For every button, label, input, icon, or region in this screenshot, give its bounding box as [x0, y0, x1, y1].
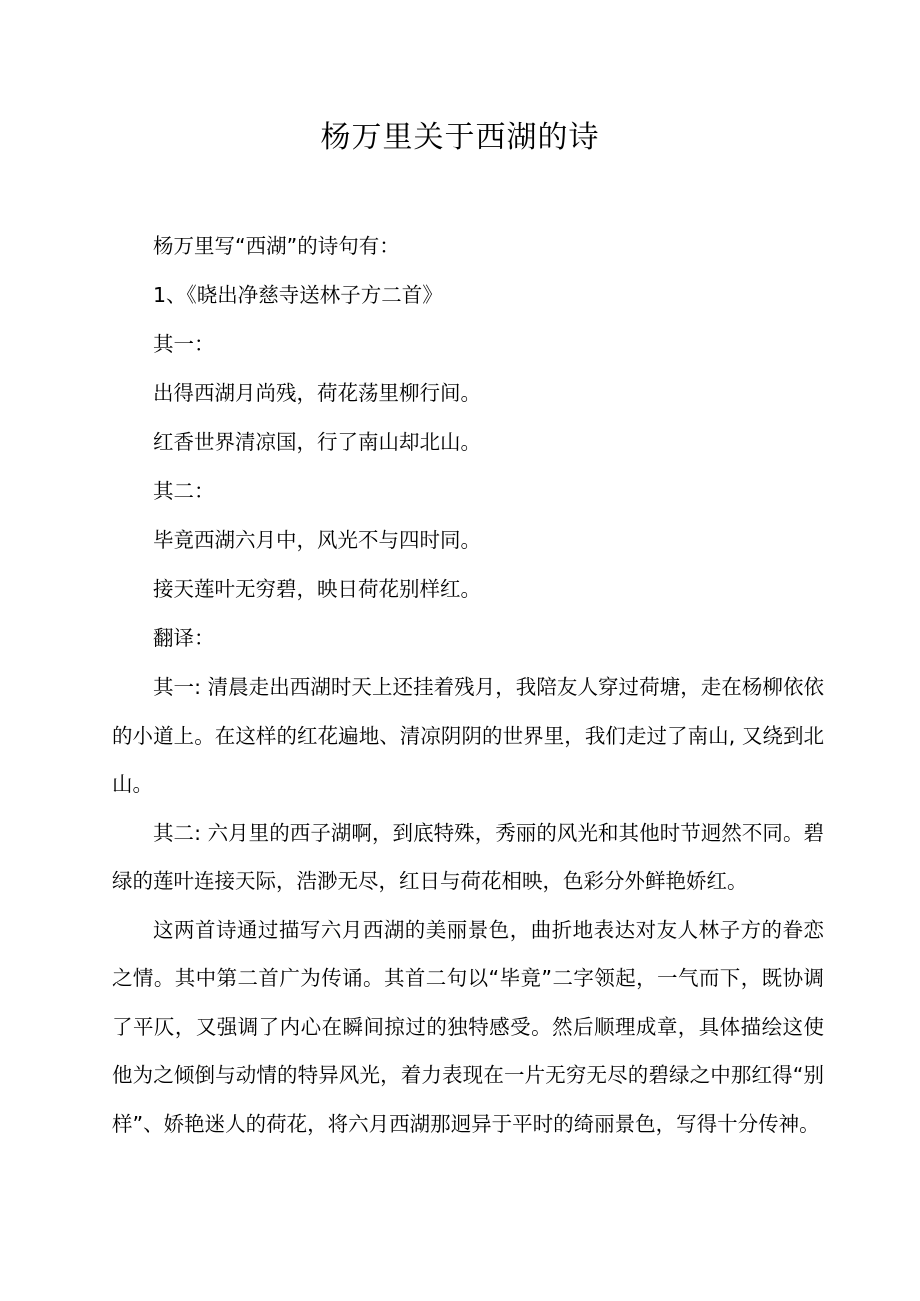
poem1-label: 其一：: [153, 332, 215, 356]
document-body: [112, 222, 824, 1148]
document-title: 杨万里关于西湖的诗: [320, 120, 600, 155]
poem2-label: 其二：: [153, 479, 215, 503]
translation-label: 翻译：: [153, 626, 215, 650]
translation-paragraph-2: 其二: 六月里的西子湖啊，到底特殊，秀丽的风光和其他时节迥然不同。碧绿的莲叶连接天际，浩渺无尽，红日与荷花相映，色彩分外鲜艳娇红。: [112, 820, 824, 893]
poem2-line2: 接天莲叶无穷碧，映日荷花别样红。: [153, 577, 481, 601]
poem2-line1: 毕竟西湖六月中，风光不与四时同。: [153, 528, 481, 552]
translation-paragraph-1: 其一: 清晨走出西湖时天上还挂着残月，我陪友人穿过荷塘，走在杨柳依依的小道上。在这样的红花遍地、清凉阴阴的世界里，我们走过了南山, 又绕到北山。: [112, 675, 824, 796]
poem1-line2: 红香世界清凉国，行了南山却北山。: [153, 430, 481, 454]
intro-text: 杨万里写“西湖”的诗句有：: [153, 234, 400, 258]
poem-heading: 1、《晓出净慈寺送林子方二首》: [153, 283, 443, 307]
analysis-paragraph: 这两首诗通过描写六月西湖的美丽景色，曲折地表达对友人林子方的眷恋之情。其中第二首广为传诵。其首二句以“毕竟”二字领起，一气而下，既协调了平仄，又强调了内心在瞬间掠过的独特感受。然后顺理成章，具体描绘这使他为之倾倒与动情的特异风光，着力表现在一片无穷无尽的碧绿之中那红得“别样”、娇艳迷人的荷花，将六月西湖那迥异于平时的绮丽景色，写得十分传神。: [112, 917, 824, 1136]
poem1-line1: 出得西湖月尚残，荷花荡里柳行间。: [153, 381, 481, 405]
